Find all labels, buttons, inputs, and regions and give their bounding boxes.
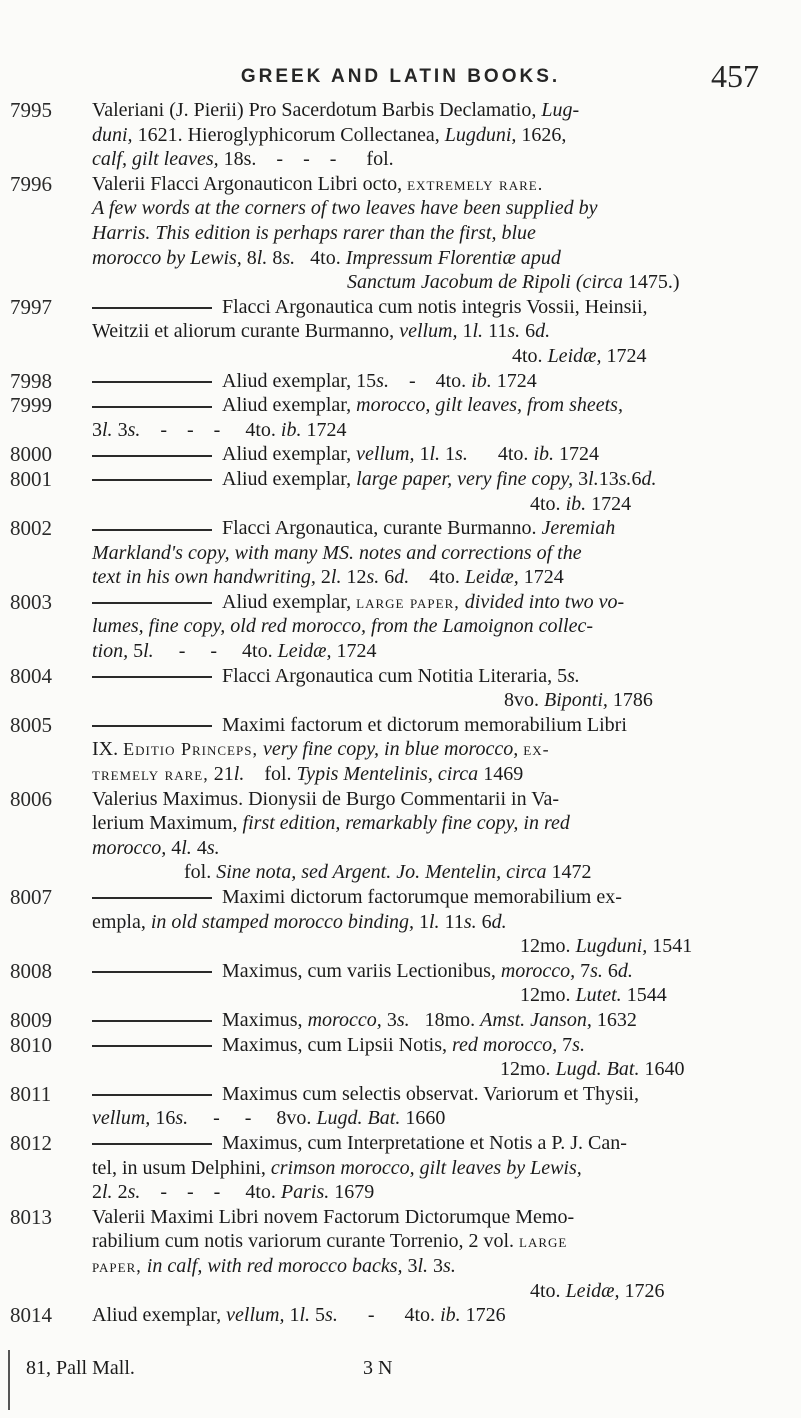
entry-number: 8010 <box>10 1032 52 1057</box>
entry-text: Valerii Flacci Argonauticon Libri octo, extremely rare. A few words at the corners of two leaves have been supplied by Harris. This edition is perhaps rarer than the first, blue morocco by Lewis, 8l. 8s. 4to. Impressum Florentiæ apud Sanctum Jacobum de Ripoli (circa 1475.) <box>92 172 680 294</box>
entry-text: Aliud exemplar, large paper, divided into two vo- lumes, fine copy, old red morocco, from the Lamoignon collec- tion, 5l. - - 4to. Leidæ, 1724 <box>92 590 625 663</box>
entry-number: 8004 <box>10 663 52 688</box>
ditto-dash <box>92 307 212 309</box>
footer-address: 81, Pall Mall. <box>26 1357 135 1379</box>
entry-text: Valerius Maximus. Dionysii de Burgo Commentarii in Va- lerium Maximum, first edition, remarkably fine copy, in red morocco, 4l. 4s. fol. Sine nota, sed Argent. Jo. Mentelin, circa 1472 <box>92 787 592 884</box>
catalogue-entry <box>10 1032 752 1082</box>
ditto-dash <box>92 1020 212 1022</box>
catalogue-entry <box>10 1081 752 1131</box>
entry-text: Maximus, cum Lipsii Notis, red morocco, 7s. 12mo. Lugd. Bat. 1640 <box>92 1033 752 1082</box>
entry-number: 7999 <box>10 393 52 418</box>
catalogue-entry <box>10 442 752 467</box>
catalogue-entry <box>10 98 752 172</box>
catalogue-entry <box>10 1007 752 1033</box>
ditto-dash <box>92 1094 212 1096</box>
entry-text: Maximus cum selectis observat. Variorum et Thysii, vellum, 16s. - - 8vo. Lugd. Bat. 1660 <box>92 1082 639 1130</box>
entry-number: 8013 <box>10 1204 52 1229</box>
entry-number: 8002 <box>10 516 52 541</box>
entry-text: Aliud exemplar, vellum, 1l. 1s. 4to. ib. 1724 <box>92 442 752 467</box>
signature-mark: 3 N <box>363 1357 393 1379</box>
catalogue-entry <box>10 1204 752 1303</box>
entry-number: 7998 <box>10 368 52 393</box>
ditto-dash <box>92 1045 212 1047</box>
catalogue-entry <box>10 393 752 442</box>
entry-text: Maximus, morocco, 3s. 18mo. Amst. Janson, 1632 <box>92 1008 752 1033</box>
entry-number: 8005 <box>10 712 52 737</box>
ditto-dash <box>92 897 212 899</box>
catalogue-entry <box>10 958 752 1008</box>
entry-number: 8011 <box>10 1081 52 1106</box>
entry-number: 7997 <box>10 294 52 319</box>
ditto-dash <box>92 602 212 604</box>
entry-number: 8012 <box>10 1130 52 1155</box>
catalogue-entry <box>10 516 752 590</box>
ditto-dash <box>92 725 212 727</box>
ditto-dash <box>92 529 212 531</box>
ditto-dash <box>92 676 212 678</box>
catalogue-entry <box>10 466 752 516</box>
catalogue-entry <box>10 1130 752 1205</box>
catalogue-entry <box>10 712 752 787</box>
entry-number: 8009 <box>10 1007 52 1032</box>
catalogue-entry <box>10 1303 752 1328</box>
catalogue-entry <box>10 663 752 713</box>
entry-text: Maximi factorum et dictorum memorabilium Libri IX. Editio Princeps, very fine copy, in blue morocco, ex- tremely rare, 21l. fol. Typis Mentelinis, circa 1469 <box>92 713 627 786</box>
entry-text: Maximus, cum variis Lectionibus, morocco, 7s. 6d. 12mo. Lutet. 1544 <box>92 959 752 1008</box>
entry-text: Flacci Argonautica, curante Burmanno. Jeremiah Markland's copy, with many MS. notes and corrections of the text in his own handwriting, 2l. 12s. 6d. 4to. Leidæ, 1724 <box>92 517 616 589</box>
margin-rule <box>8 1350 10 1410</box>
entry-number: 8000 <box>10 442 52 467</box>
ditto-dash <box>92 971 212 973</box>
entry-text: Aliud exemplar, vellum, 1l. 5s. - 4to. ib. 1726 <box>92 1304 506 1327</box>
running-head-title: GREEK AND LATIN BOOKS. <box>240 66 561 87</box>
catalogue-entry <box>10 885 752 959</box>
entry-text: Aliud exemplar, morocco, gilt leaves, from sheets, 3l. 3s. - - - 4to. ib. 1724 <box>92 394 623 441</box>
ditto-dash <box>92 1143 212 1145</box>
entry-text: Flacci Argonautica cum notis integris Vossii, Heinsii, Weitzii et aliorum curante Burmanno, vellum, 1l. 11s. 6d. 4to. Leidæ, 1724 <box>92 295 648 367</box>
catalogue-entries <box>0 98 801 1328</box>
entry-text: Valeriani (J. Pierii) Pro Sacerdotum Barbis Declamatio, Lug- duni, 1621. Hieroglyphicorum Collectanea, Lugduni, 1626, calf, gilt leaves, 18s. - - - fol. <box>92 99 580 171</box>
catalogue-entry <box>10 589 752 664</box>
page-number: 457 <box>711 58 759 94</box>
entry-number: 8003 <box>10 589 52 614</box>
entry-number: 8006 <box>10 786 52 811</box>
running-head <box>0 58 801 98</box>
ditto-dash <box>92 406 212 408</box>
entry-text: Aliud exemplar, large paper, very fine copy, 3l.13s.6d. 4to. ib. 1724 <box>92 467 752 516</box>
catalogue-entry <box>10 368 752 394</box>
entry-text: Maximi dictorum factorumque memorabilium ex- empla, in old stamped morocco binding, 1l. 11s. 6d. 12mo. Lugduni, 1541 <box>92 886 693 958</box>
entry-text: Aliud exemplar, 15s. - 4to. ib. 1724 <box>92 369 752 394</box>
entry-number: 8014 <box>10 1303 52 1328</box>
ditto-dash <box>92 455 212 457</box>
entry-number: 8008 <box>10 958 52 983</box>
entry-text: Valerii Maximi Libri novem Factorum Dictorumque Memo- rabilium cum notis variorum curante Torrenio, 2 vol. large paper, in calf, with red morocco backs, 3l. 3s. 4to. Leidæ, 1726 <box>92 1205 665 1302</box>
ditto-dash <box>92 479 212 481</box>
entry-text: Flacci Argonautica cum Notitia Literaria, 5s. 8vo. Biponti, 1786 <box>92 664 752 713</box>
catalogue-entry <box>10 786 752 885</box>
entry-number: 7995 <box>10 98 52 122</box>
entry-number: 7996 <box>10 171 52 196</box>
ditto-dash <box>92 381 212 383</box>
entry-number: 8007 <box>10 885 52 909</box>
catalogue-entry <box>10 294 752 369</box>
entry-number: 8001 <box>10 466 52 491</box>
entry-text: Maximus, cum Interpretatione et Notis a P. J. Can- tel, in usum Delphini, crimson morocco, gilt leaves by Lewis, 2l. 2s. - - - 4to. Paris. 1679 <box>92 1131 627 1204</box>
catalogue-entry <box>10 171 752 295</box>
